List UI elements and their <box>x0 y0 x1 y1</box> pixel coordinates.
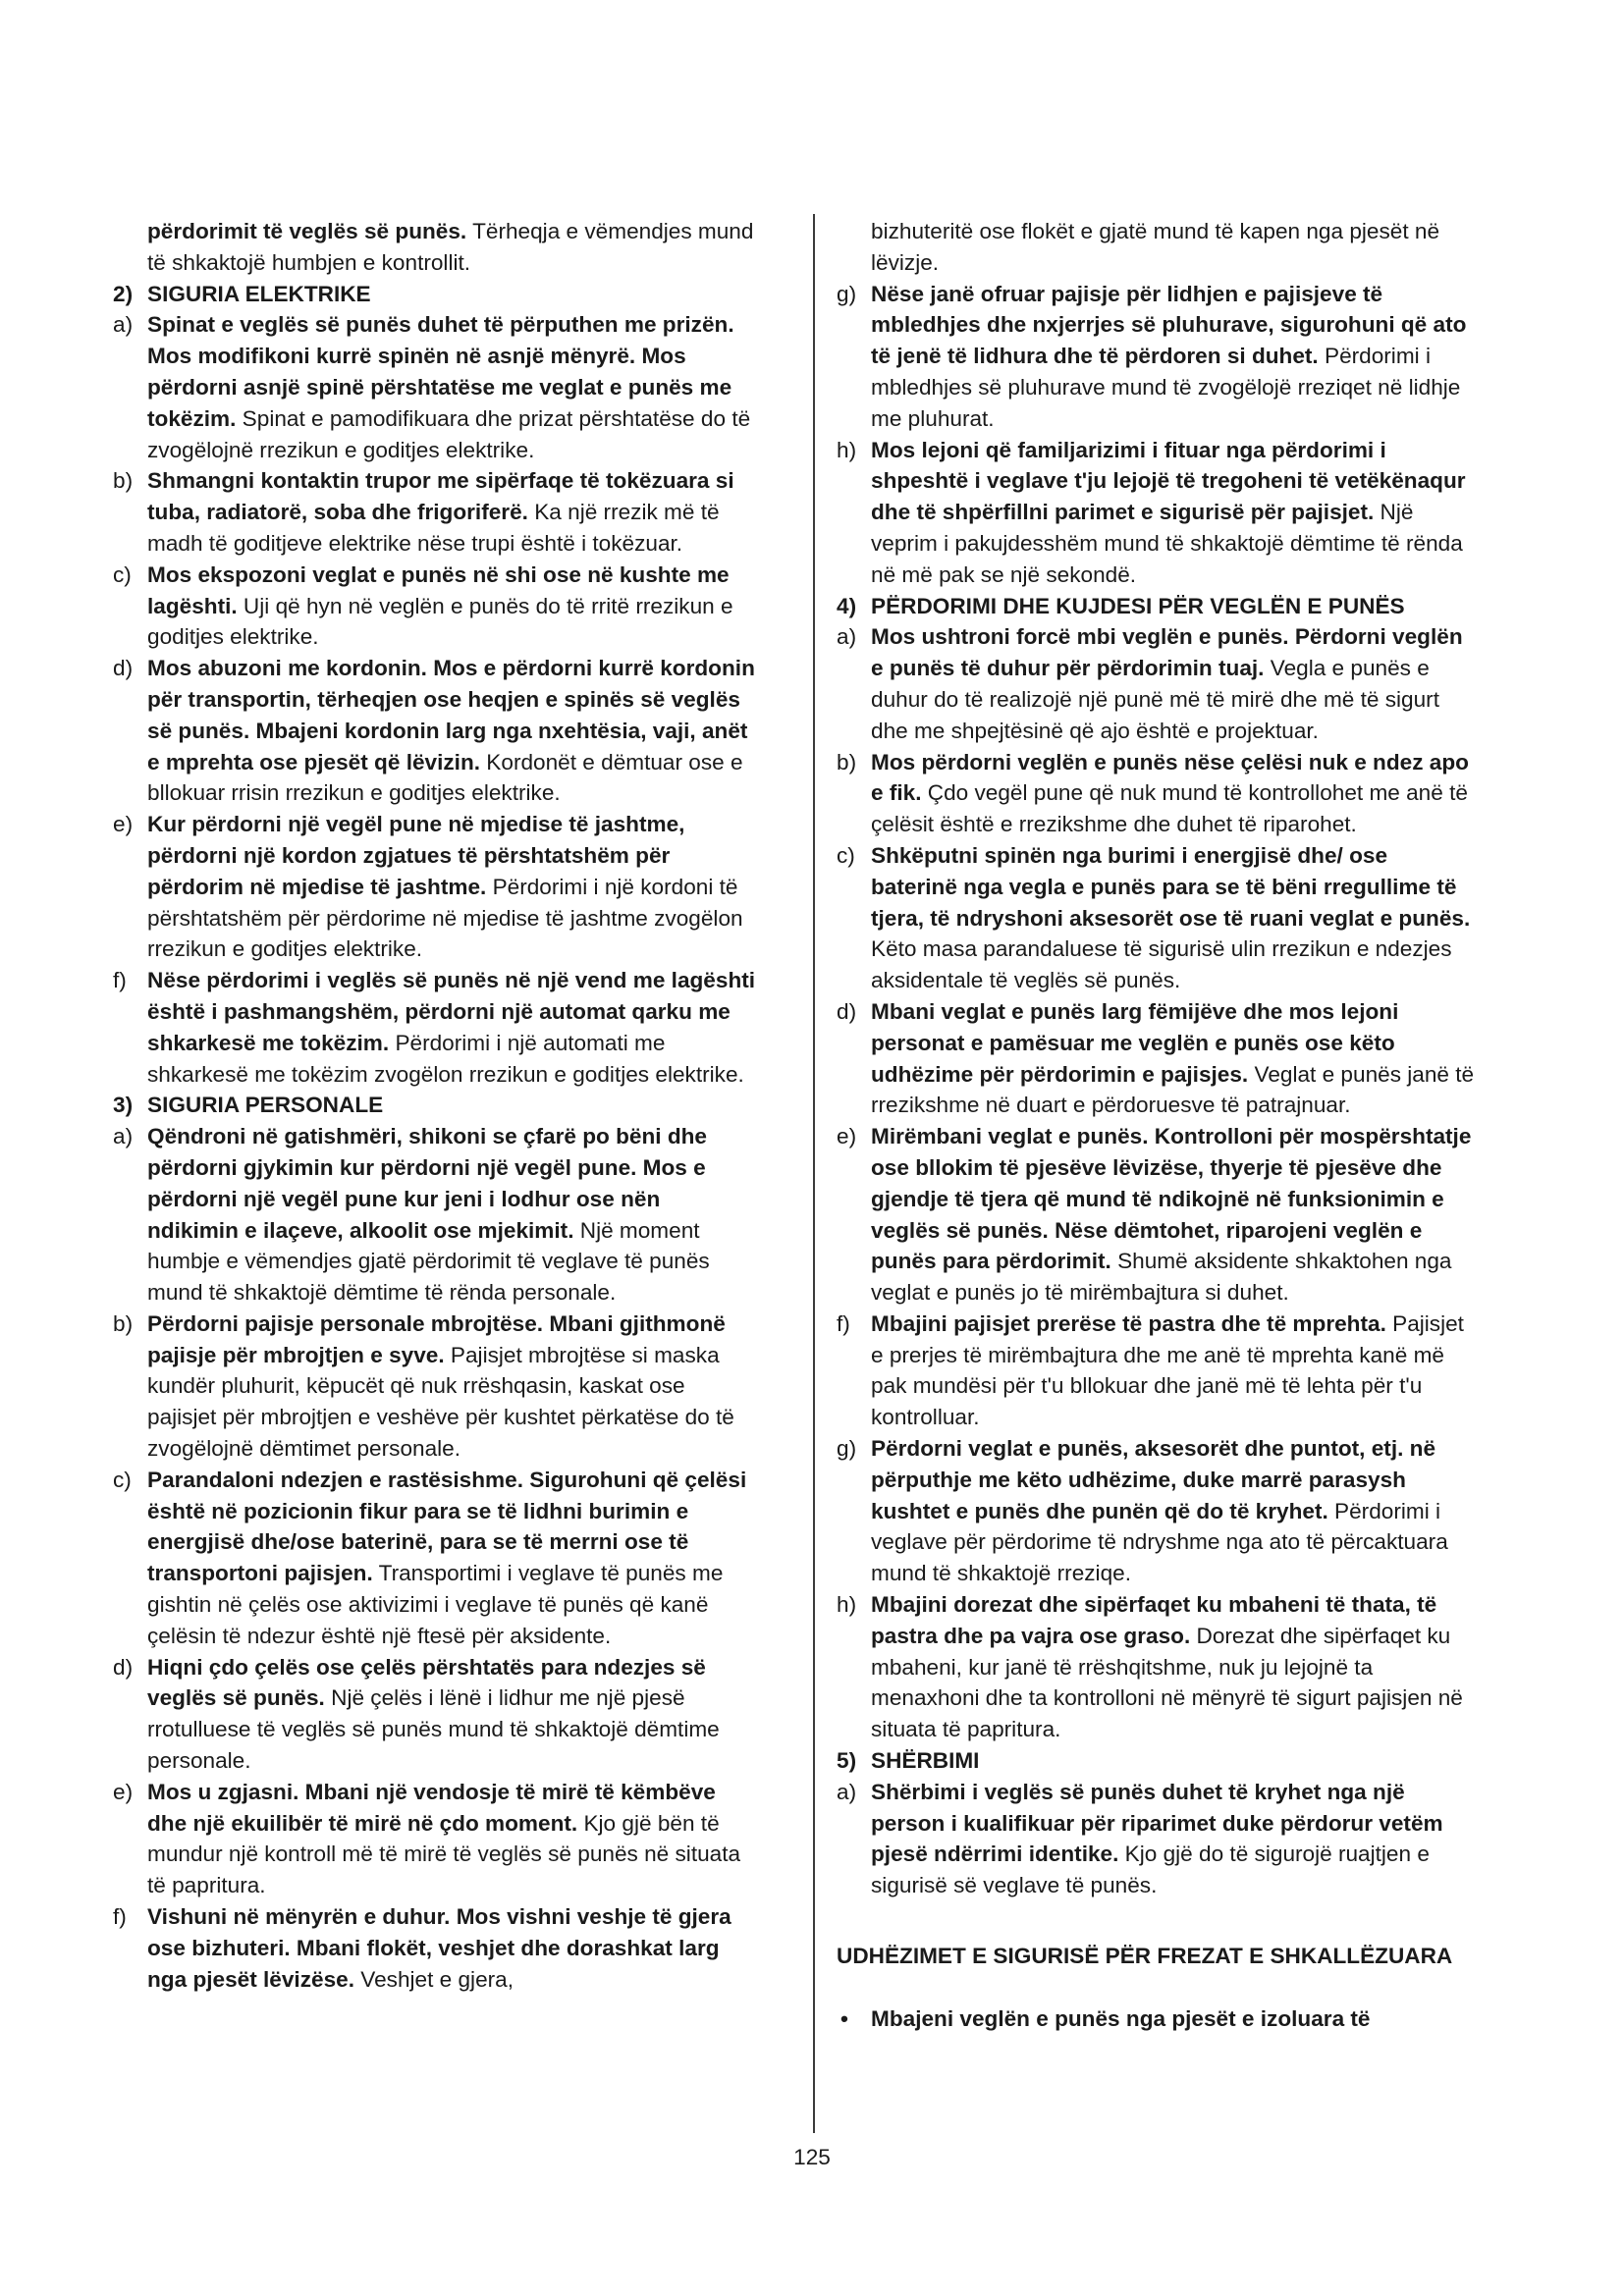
continued-paragraph: përdorimit të veglës së punës. Tërheqja e vëmendjes mund të shkaktojë humbjen e kontrollit. <box>147 219 754 275</box>
section-heading-service: 5) SHËRBIMI <box>837 1748 980 1774</box>
list-item: c) Mos ekspozoni veglat e punës në shi ose në kushte me lagështi. Uji që hyn në veglën e punës do të rritë rrezikun e goditjes elektrike. <box>113 561 733 650</box>
list-item: c) Parandaloni ndezjen e rastësishme. Sigurohuni që çelësi është në pozicionin fikur para se të lidhni burimin e energjisë dhe/ose baterinë, para se të merrni ose të transportoni pajisjen. Transportimi i veglave të punës me gishtin në çelës ose aktivizimi i veglave të punës që kanë çelësin të ndezur është një ftesë për aksidente. <box>113 1467 747 1648</box>
list-item: b) Shmangni kontaktin trupor me sipërfaqe të tokëzuara si tuba, radiatorë, soba dhe frigoriferë. Ka një rrezik më të madh të goditjeve elektrike nëse trupi është i tokëzuar. <box>113 468 734 556</box>
right-column <box>837 216 1480 2035</box>
page-number: 125 <box>793 2145 831 2169</box>
list-item: d) Mbani veglat e punës larg fëmijëve dhe mos lejoni personat e pamësuar me veglën e punës ose këto udhëzime për përdorimin e pajisjes. Veglat e punës janë të rrezikshme në duart e përdoruesve të patrajnuar. <box>837 998 1475 1118</box>
list-item: a) Mos ushtroni forcë mbi veglën e punës. Përdorni veglën e punës të duhur për përdorimin tuaj. Vegla e punës e duhur do të realizojë një punë më të mirë dhe më të sigurt dhe me shpejtësinë që ajo është e projektuar. <box>837 624 1463 743</box>
list-item: d) Hiqni çdo çelës ose çelës përshtatës para ndezjes së veglës së punës. Një çelës i lënë i lidhur me një pjesë rrotulluese të veglës së punës mund të shkaktojë dëmtime personale. <box>113 1654 720 1774</box>
list-item: e) Mirëmbani veglat e punës. Kontrolloni për mospërshtatje ose bllokim të pjesëve lëvizëse, thyerje të pjesëve dhe gjendje të tjera që mund të ndikojnë në funksionimin e veglës së punës. Nëse dëmtohet, riparojeni veglën e punës para përdorimit. Shumë aksidente shkaktohen nga veglat e punës jo të mirëmbajtura si duhet. <box>837 1124 1472 1306</box>
section-heading-electrical-safety: 2) SIGURIA ELEKTRIKE <box>113 281 371 306</box>
list-item: g) Përdorni veglat e punës, aksesorët dhe puntot, etj. në përputhje me këto udhëzime, duke marrë parasysh kushtet e punës dhe punën që do të kryhet. Përdorimi i veglave për përdorime të ndryshme nga ato të përcaktuara mund të shkaktojë rreziqe. <box>837 1436 1448 1586</box>
list-item: b) Mos përdorni veglën e punës nëse çelësi nuk e ndez apo e fik. Çdo vegël pune që nuk mund të kontrollohet me anë të çelësit është e rrezikshme dhe duhet të riparohet. <box>837 749 1469 837</box>
list-item: h) Mbajini dorezat dhe sipërfaqet ku mbaheni të thata, të pastra dhe pa vajra ose graso. Dorezat dhe sipërfaqet ku mbaheni, kur janë të rrëshqitshme, nuk ju lejojnë ta menaxhoni dhe ta kontrolloni në mënyrë të sigurt pajisjen në situata të papritura. <box>837 1592 1463 1742</box>
router-safety-heading: UDHËZIMET E SIGURISË PËR FREZAT E SHKALLËZUARA <box>837 1944 1453 1969</box>
list-item: h) Mos lejoni që familjarizimi i fituar nga përdorimi i shpeshtë i veglave t'ju lejojë të tregoheni të vetëkënaqur dhe të shpërfillni parimet e sigurisë për pajisjet. Një veprim i pakujdesshëm mund të shkaktojë dëmtime të rënda në më pak se një sekondë. <box>837 437 1466 587</box>
list-item: a) Shërbimi i veglës së punës duhet të kryhet nga një person i kualifikuar për riparimet duke përdorur vetëm pjesë ndërrimi identike. Kjo gjë do të sigurojë ruajtjen e sigurisë së veglave të punës. <box>837 1779 1443 1898</box>
list-item: a) Qëndroni në gatishmëri, shikoni se çfarë po bëni dhe përdorni gjykimin kur përdorni një vegël pune. Mos e përdorni një vegël pune kur jeni i lodhur ose nën ndikimin e ilaçeve, alkoolit ose mjekimit. Një moment humbje e vëmendjes gjatë përdorimit të veglave të punës mund të shkaktojë dëmtime të rënda personale. <box>113 1124 710 1306</box>
list-item: d) Mos abuzoni me kordonin. Mos e përdorni kurrë kordonin për transportin, tërheqjen ose heqjen e spinës së veglës së punës. Mbajeni kordonin larg nga nxehtësia, vaji, anët e mprehta ose pjesët që lëvizin. Kordonët e dëmtuar ose e bllokuar rrisin rrezikun e goditjes elektrike. <box>113 656 755 806</box>
left-column <box>113 216 756 1995</box>
list-item: g) Nëse janë ofruar pajisje për lidhjen e pajisjeve të mbledhjes dhe nxjerrjes së pluhurave, sigurohuni që ato të jenë të lidhura dhe të përdoren si duhet. Përdorimi i mbledhjes së pluhurave mund të zvogëlojë rreziqet në lidhje me pluhurat. <box>837 281 1467 431</box>
column-divider <box>813 214 815 2133</box>
section-heading-use-and-care: 4) PËRDORIMI DHE KUJDESI PËR VEGLËN E PUNËS <box>837 593 1405 618</box>
bullet-icon: • <box>840 2005 848 2031</box>
list-item: f) Vishuni në mënyrën e duhur. Mos vishni veshje të gjera ose bizhuteri. Mbani flokët, veshjet dhe dorashkat larg nga pjesët lëvizëse. Veshjet e gjera, <box>113 1904 731 1992</box>
list-item: e) Kur përdorni një vegël pune në mjedise të jashtme, përdorni një kordon zgjatues të përshtatshëm për përdorim në mjedise të jashtme. Përdorimi i një kordoni të përshtatshëm për përdorime në mjedise të jashtme zvogëlon rrezikun e goditjes elektrike. <box>113 812 743 962</box>
list-item: e) Mos u zgjasni. Mbani një vendosje të mirë të këmbëve dhe një ekuilibër të mirë në çdo moment. Kjo gjë bën të mundur një kontroll më të mirë të veglës së punës në situata të papritura. <box>113 1779 741 1898</box>
list-item: c) Shkëputni spinën nga burimi i energjisë dhe/ ose baterinë nga vegla e punës para se të bëni rregullime të tjera, të ndryshoni aksesorët ose të ruani veglat e punës. Këto masa parandaluese të sigurisë ulin rrezikun e ndezjes aksidentale të veglës së punës. <box>837 842 1471 993</box>
continued-paragraph: bizhuteritë ose flokët e gjatë mund të kapen nga pjesët në lëvizje. <box>871 219 1440 275</box>
bullet-item: • Mbajeni veglën e punës nga pjesët e izoluara të <box>837 2003 1480 2035</box>
list-item: f) Nëse përdorimi i veglës së punës në një vend me lagështi është i pashmangshëm, përdorni një automat qarku me shkarkesë me tokëzim. Përdorimi i një automati me shkarkesë me tokëzim zvogëlon rrezikun e goditjes elektrike. <box>113 968 756 1087</box>
list-item: b) Përdorni pajisje personale mbrojtëse. Mbani gjithmonë pajisje për mbrojtjen e syve. Pajisjet mbrojtëse si maska kundër pluhurit, këpucët që nuk rrëshqasin, kaskat ose pajisjet për mbrojtjen e veshëve për kushtet përkatëse do të zvogëlojnë dëmtimet personale. <box>113 1310 734 1462</box>
list-item: f) Mbajini pajisjet prerëse të pastra dhe të mprehta. Pajisjet e prerjes të mirëmbajtura dhe me anë të mprehta kanë më pak mundësi për t'u bllokuar dhe janë më të lehta për t'u kontrolluar. <box>837 1310 1464 1430</box>
list-item: a) Spinat e veglës së punës duhet të përputhen me prizën. Mos modifikoni kurrë spinën në asnjë mënyrë. Mos përdorni asnjë spinë përshtatëse me veglat e punës me tokëzim. Spinat e pamodifikuara dhe prizat përshtatëse do të zvogëlojnë rrezikun e goditjes elektrike. <box>113 312 751 462</box>
section-heading-personal-safety: 3) SIGURIA PERSONALE <box>113 1093 384 1118</box>
